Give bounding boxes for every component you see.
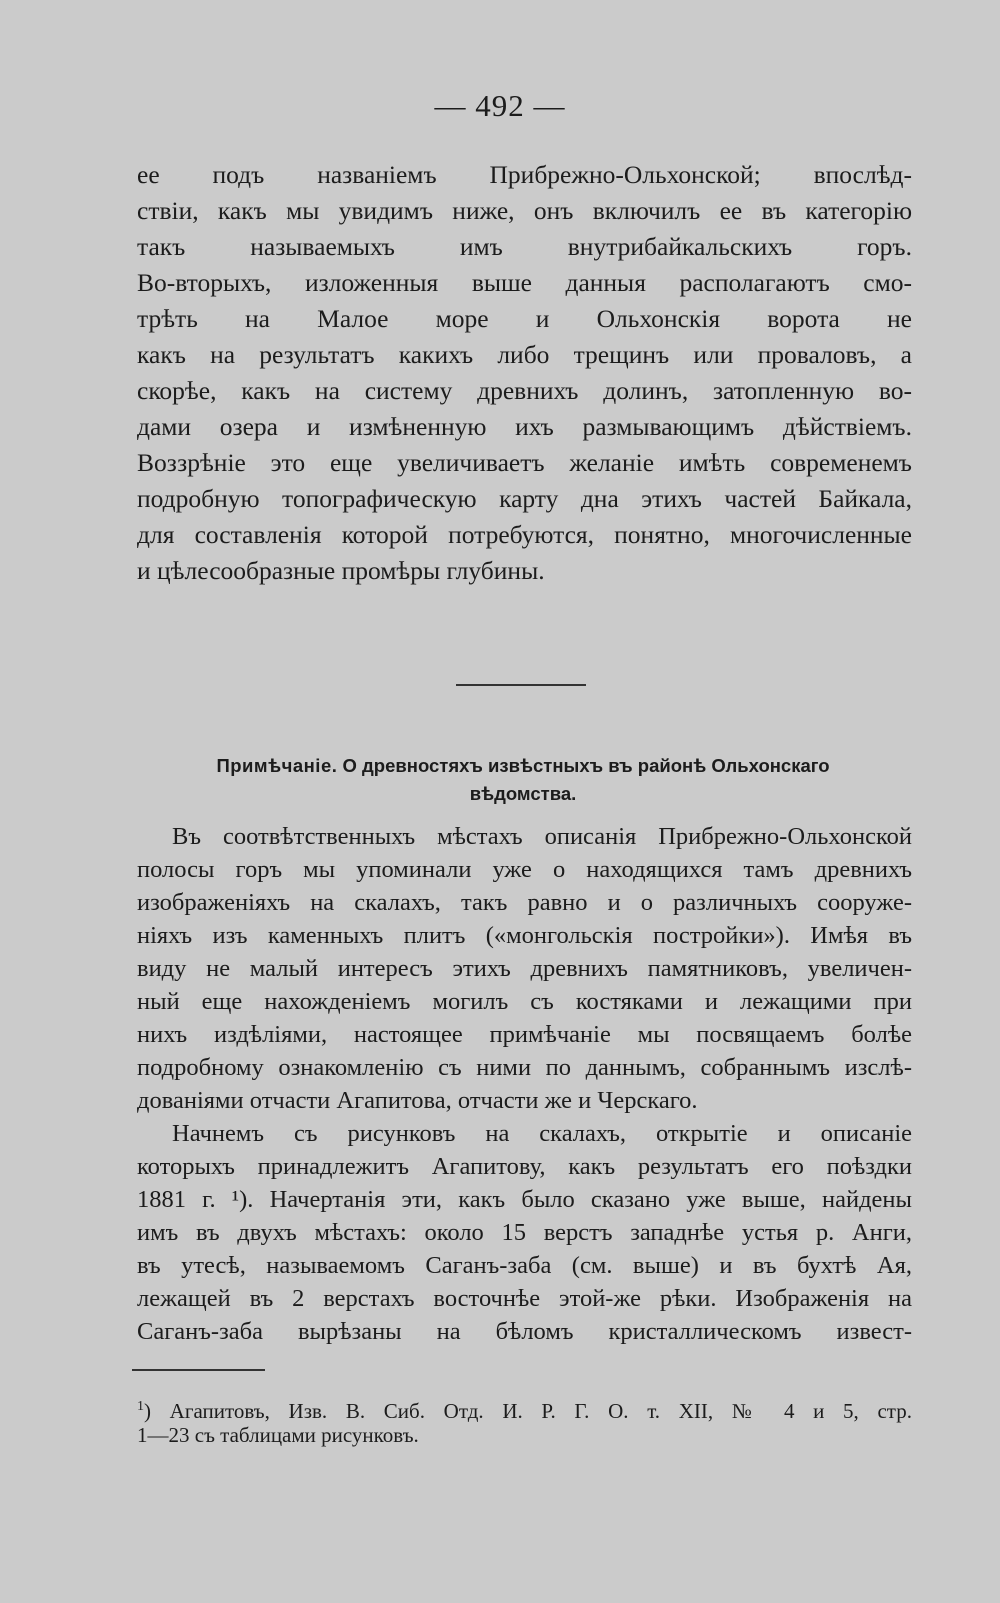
text-line: Саганъ-заба вырѣзаны на бѣломъ кристаллическомъ извест- xyxy=(137,1318,912,1345)
text-line: дованіями отчасти Агапитова, отчасти же и Черскаго. xyxy=(137,1087,698,1114)
note-heading-title-cont: вѣдомства. xyxy=(469,783,577,804)
footnote-mark: 1 xyxy=(137,1399,144,1414)
text-line: какъ на результатъ какихъ либо трещинъ или проваловъ, а xyxy=(137,340,912,369)
text-line: ный еще нахожденіемъ могилъ съ костяками и лежащими при xyxy=(137,988,912,1015)
text-line: 1881 г. ¹). Начертанія эти, какъ было сказано уже выше, найдены xyxy=(137,1186,912,1213)
text-line: имъ въ двухъ мѣстахъ: около 15 верстъ западнѣе устья р. Анги, xyxy=(137,1219,912,1246)
text-line: дами озера и измѣненную ихъ размывающимъ дѣйствіемъ. xyxy=(137,412,912,441)
text-line: Въ соотвѣтственныхъ мѣстахъ описанія Прибрежно-Ольхонской xyxy=(172,823,912,850)
page-number: — 492 — xyxy=(434,88,566,123)
footnote-line: 1—23 съ таблицами рисунковъ. xyxy=(137,1423,419,1447)
footnote-text: ) Агапитовъ, Изв. В. Сиб. Отд. И. Р. Г. О. т. XII, № 4 и 5, стр. xyxy=(144,1399,912,1423)
text-line: и цѣлесообразные промѣры глубины. xyxy=(137,556,545,585)
text-line: Начнемъ съ рисунковъ на скалахъ, открытіе и описаніе xyxy=(172,1120,912,1147)
text-line: Во-вторыхъ, изложенныя выше данныя располагаютъ смо- xyxy=(137,268,912,297)
text-line: виду не малый интересъ этихъ древнихъ памятниковъ, увеличен- xyxy=(137,955,912,982)
text-line: ствіи, какъ мы увидимъ ниже, онъ включилъ ее въ категорію xyxy=(137,196,912,225)
text-line: трѣть на Малое море и Ольхонскія ворота не xyxy=(137,304,912,333)
text-line: подробную топографическую карту дна этихъ частей Байкала, xyxy=(137,484,912,513)
section-divider xyxy=(456,684,586,686)
text-line: Воззрѣніе это еще увеличиваетъ желаніе имѣть современемъ xyxy=(137,448,912,477)
note-heading xyxy=(134,752,912,808)
text-line: нихъ издѣліями, настоящее примѣчаніе мы посвящаемъ болѣе xyxy=(137,1021,912,1048)
footnote-rule xyxy=(132,1369,265,1371)
text-line: ее подъ названіемъ Прибрежно-Ольхонской; впослѣд- xyxy=(137,160,912,189)
text-line: въ утесѣ, называемомъ Саганъ-заба (см. выше) и въ бухтѣ Ая, xyxy=(137,1252,912,1279)
text-line: ніяхъ изъ каменныхъ плитъ («монгольскія постройки»). Имѣя въ xyxy=(137,922,912,949)
note-heading-lead: Примѣчаніе. xyxy=(216,755,338,776)
text-line: скорѣе, какъ на систему древнихъ долинъ, затопленную во- xyxy=(137,376,912,405)
text-line: изображеніяхъ на скалахъ, такъ равно и о различныхъ сооруже- xyxy=(137,889,912,916)
text-line: которыхъ принадлежитъ Агапитову, какъ результатъ его поѣздки xyxy=(137,1153,912,1180)
text-line: полосы горъ мы упоминали уже о находящихся тамъ древнихъ xyxy=(137,856,912,883)
text-line: для составленія которой потребуются, понятно, многочисленные xyxy=(137,520,912,549)
text-line: подробному ознакомленію съ ними по даннымъ, собраннымъ изслѣ- xyxy=(137,1054,912,1081)
text-line: такъ называемыхъ имъ внутрибайкальскихъ горъ. xyxy=(137,232,912,261)
note-heading-title: О древностяхъ извѣстныхъ въ районѣ Ольхонскаго xyxy=(342,755,830,776)
text-line: лежащей въ 2 верстахъ восточнѣе этой-же рѣки. Изображенія на xyxy=(137,1285,912,1312)
